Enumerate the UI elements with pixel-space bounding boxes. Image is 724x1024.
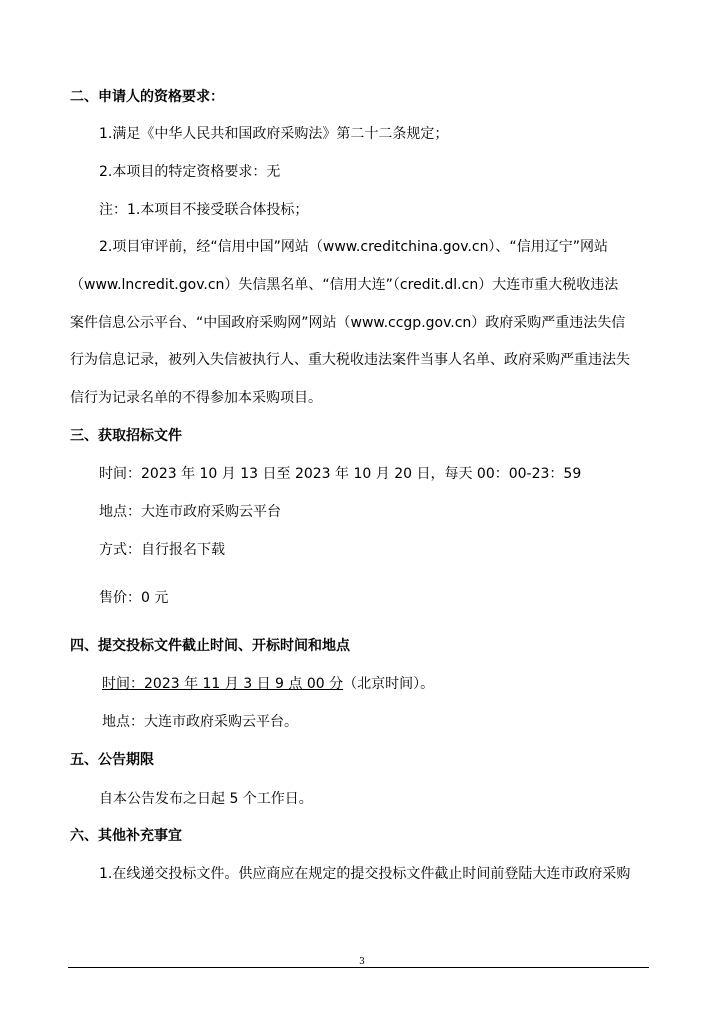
deadline-time: 时间：2023 年 11 月 3 日 9 点 00 分 xyxy=(102,676,344,692)
credit-paragraph-line-2: （www.lncredit.gov.cn）失信黑名单、“信用大连”（credit.dl.cn）大连市重大税收违法 xyxy=(70,277,619,293)
credit-paragraph-line-1: 2.项目审评前，经“信用中国”网站（www.creditchina.gov.cn）、“信用辽宁”网站 xyxy=(99,239,608,255)
credit-paragraph-line-4: 行为信息记录，被列入失信被执行人、重大税收违法案件当事人名单、政府采购严重违法失 xyxy=(70,352,630,368)
obtain-place: 地点：大连市政府采购云平台 xyxy=(99,504,281,520)
section-heading-other-matters: 六、其他补充事宜 xyxy=(70,828,182,844)
qualification-item-2: 2.本项目的特定资格要求：无 xyxy=(99,164,281,180)
section-heading-notice-period: 五、公告期限 xyxy=(70,752,154,768)
notice-period-text: 自本公告发布之日起 5 个工作日。 xyxy=(99,791,313,807)
deadline-timezone: （北京时间）。 xyxy=(343,676,435,692)
section-heading-obtain-documents: 三、获取招标文件 xyxy=(70,428,182,444)
document-price: 售价：0 元 xyxy=(99,590,169,606)
credit-paragraph-line-3: 案件信息公示平台、“中国政府采购网”网站（www.ccgp.gov.cn）政府采购严重违法失信 xyxy=(70,315,626,331)
qualification-note: 注：1.本项目不接受联合体投标； xyxy=(99,202,309,218)
section-heading-deadline: 四、提交投标文件截止时间、开标时间和地点 xyxy=(70,638,350,654)
obtain-method: 方式：自行报名下载 xyxy=(99,542,225,558)
page-number: 3 xyxy=(359,957,365,967)
qualification-item-1: 1.满足《中华人民共和国政府采购法》第二十二条规定； xyxy=(99,126,449,142)
section-heading-qualifications: 二、申请人的资格要求： xyxy=(70,89,224,105)
other-matters-item-1: 1.在线递交投标文件。供应商应在规定的提交投标文件截止时间前登陆大连市政府采购 xyxy=(99,866,631,882)
deadline-time-line xyxy=(102,674,434,694)
credit-paragraph-line-5: 信行为记录名单的不得参加本采购项目。 xyxy=(70,390,322,406)
obtain-time: 时间：2023 年 10 月 13 日至 2023 年 10 月 20 日，每天 00：00-23：59 xyxy=(99,466,582,482)
footer-divider xyxy=(68,967,649,968)
deadline-place: 地点：大连市政府采购云平台。 xyxy=(102,714,298,730)
